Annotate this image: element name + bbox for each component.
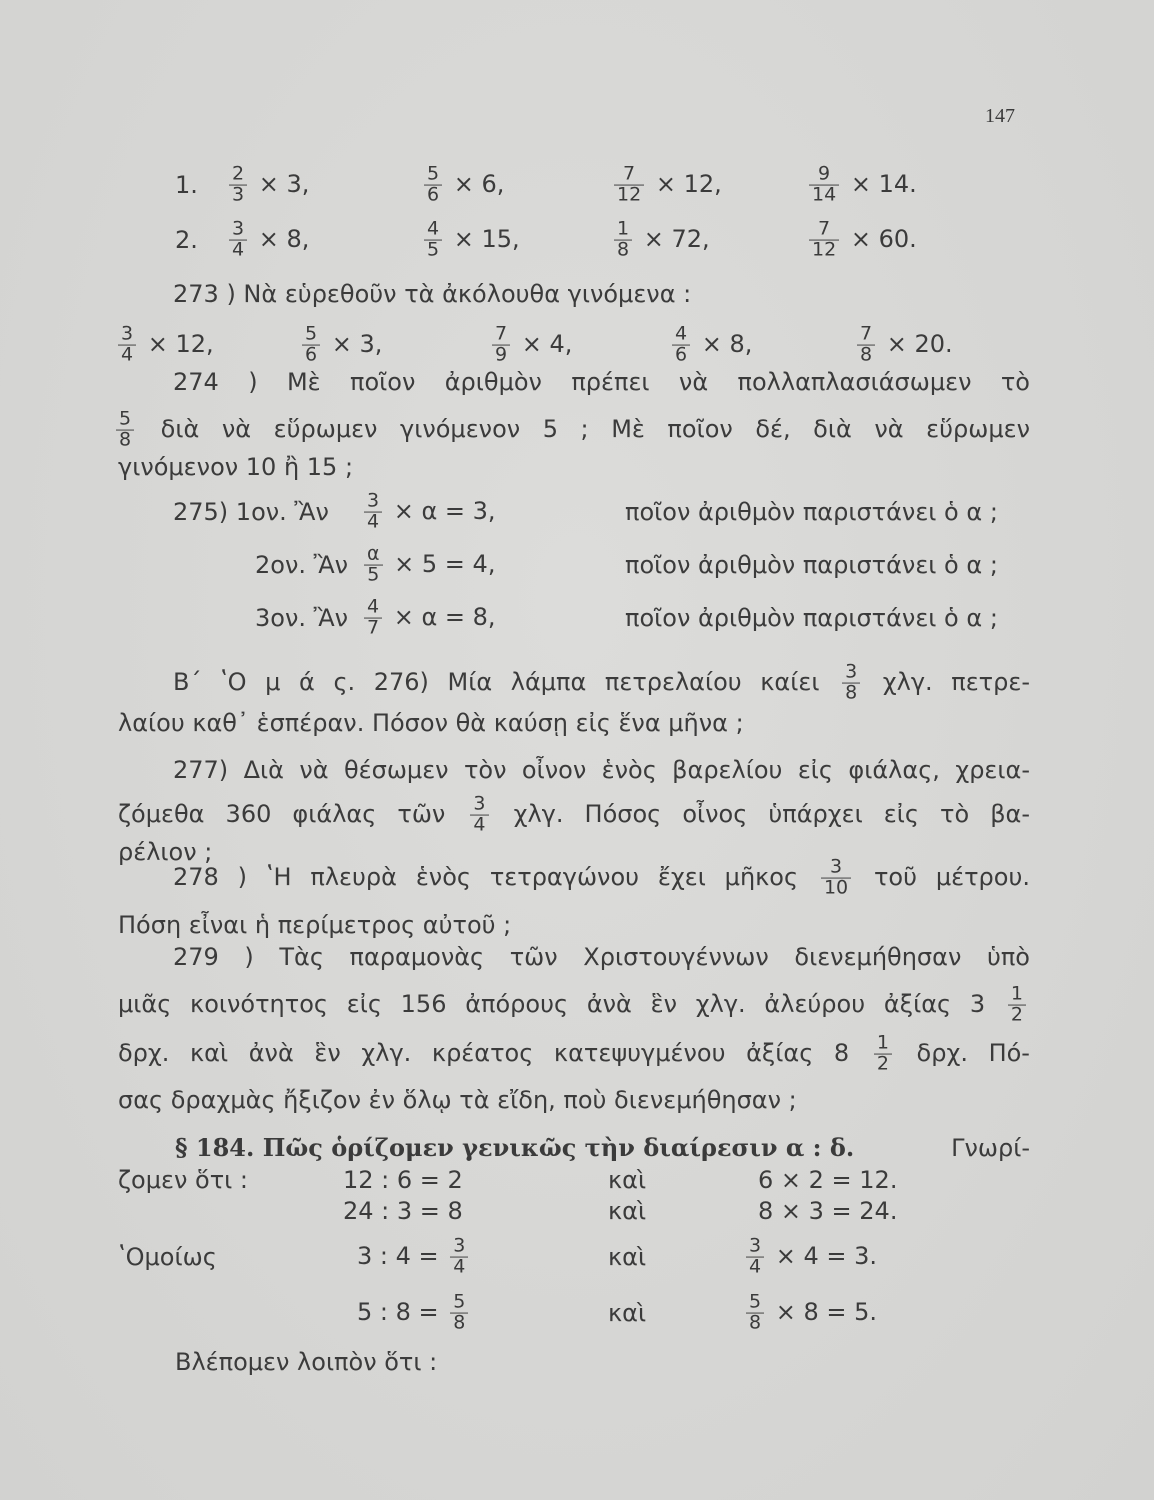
section-heading <box>175 1133 1030 1162</box>
text-segment: × 15, <box>453 225 520 253</box>
expression <box>668 322 753 366</box>
section-heading-continuation: Γνωρί- <box>951 1134 1030 1162</box>
text-segment: × 14. <box>850 170 917 198</box>
text-segment: × α = 8, <box>393 603 496 631</box>
conjunction <box>608 1168 646 1192</box>
text-segment: 2ον. Ἂν <box>255 551 349 579</box>
text-segment: 5 : 8 = <box>357 1298 439 1326</box>
denominator: 14 <box>812 183 837 206</box>
fraction <box>809 162 839 206</box>
expression <box>114 322 214 366</box>
fraction <box>229 217 247 261</box>
numerator: 1 <box>874 1034 892 1055</box>
denominator: 7 <box>367 616 380 639</box>
problem-279-line <box>118 1031 1030 1075</box>
problem-275-lead <box>255 606 348 630</box>
denominator: 4 <box>121 343 134 366</box>
equation <box>360 489 496 533</box>
text-segment: ποῖον ἀριθμὸν παριστάνει ὁ α ; <box>625 551 998 579</box>
text-segment: καὶ <box>608 1243 647 1271</box>
text-segment: × 12, <box>655 170 722 198</box>
problem-278-line <box>173 855 1030 899</box>
denominator: 4 <box>473 813 486 836</box>
numerator: 4 <box>672 325 690 346</box>
problem-275-lead <box>173 500 329 524</box>
text-segment: δρχ. καὶ ἀνὰ ἓν χλγ. κρέατος κατεψυγμένου ἀξίας 8 <box>118 1039 850 1067</box>
denominator: 8 <box>860 343 873 366</box>
division <box>357 1290 472 1334</box>
problem-279-line <box>118 982 1030 1026</box>
text-segment: τοῦ μέτρου. <box>873 863 1030 891</box>
equation <box>360 595 496 639</box>
denominator: 10 <box>823 876 849 899</box>
exercise-label: 2. <box>175 226 198 254</box>
denominator: 8 <box>749 1311 762 1334</box>
question <box>625 500 998 524</box>
text-segment: 3ον. Ἂν <box>255 604 349 632</box>
text-segment: καὶ <box>608 1166 647 1194</box>
division <box>343 1168 463 1192</box>
denominator: 4 <box>749 1255 762 1278</box>
text-segment: ποῖον ἀριθμὸν παριστάνει ὁ α ; <box>625 498 998 526</box>
fraction <box>821 855 851 899</box>
fraction <box>302 322 320 366</box>
expression <box>488 322 573 366</box>
text-segment: Βλέπομεν λοιπὸν ὅτι : <box>175 1348 438 1376</box>
expression <box>805 162 917 206</box>
denominator: 6 <box>427 183 440 206</box>
question <box>625 553 998 577</box>
exercise-label: 1. <box>175 171 198 199</box>
text-segment: × α = 3, <box>393 497 496 525</box>
row-lead <box>118 1245 217 1269</box>
text-segment: μιᾶς κοινότητος εἰς 156 ἀπόρους ἀνὰ ἓν χλγ. ἀλεύρου ἀξίας 3 <box>118 990 986 1018</box>
denominator: 12 <box>617 183 642 206</box>
text-segment: ζόμεθα 360 φιάλας τῶν <box>118 800 446 828</box>
text-segment: 279 ) Τὰς παραμονὰς τῶν Χριστουγέννων διενεμήθησαν ὑπὸ <box>173 943 1030 971</box>
closing-line <box>175 1350 437 1374</box>
numerator: 7 <box>614 165 644 186</box>
text-segment: 24 : 3 = 8 <box>343 1197 463 1225</box>
text-segment: δρχ. Πό- <box>916 1039 1030 1067</box>
numerator: 4 <box>364 598 382 619</box>
denominator: 5 <box>367 563 380 586</box>
numerator: 2 <box>229 165 247 186</box>
fraction <box>614 217 632 261</box>
expression <box>298 322 383 366</box>
denominator: 5 <box>427 238 440 261</box>
text-segment: 278 ) ʽΗ πλευρὰ ἑνὸς τετραγώνου ἔχει μῆκος <box>173 863 799 891</box>
denominator: 6 <box>305 343 318 366</box>
text-segment: 8 × 3 = 24. <box>758 1197 898 1225</box>
fraction <box>614 162 644 206</box>
text-segment: χλγ. Πόσος οἶνος ὑπάρχει εἰς τὸ βα- <box>513 800 1031 828</box>
problem-273 <box>173 282 691 306</box>
expression <box>225 162 310 206</box>
text-segment: 3 : 4 = <box>357 1242 439 1270</box>
text-segment: × 72, <box>643 225 710 253</box>
problem-275-lead <box>255 553 348 577</box>
numerator: 5 <box>424 165 442 186</box>
text-segment: 12 : 6 = 2 <box>343 1166 463 1194</box>
text-segment: χλγ. πετρε- <box>882 668 1030 696</box>
text-segment: 274 ) Μὲ ποῖον ἀριθμὸν πρέπει νὰ πολλαπλασιάσωμεν τὸ <box>173 368 1030 396</box>
problem-274-line <box>118 455 353 479</box>
fraction <box>364 489 382 533</box>
section-title: § 184. Πῶς ὁρίζομεν γενικῶς τὴν διαίρεσιν α : δ. <box>175 1133 855 1162</box>
text-segment: × 4 = 3. <box>775 1242 878 1270</box>
text-segment: γινόμενον 10 ἢ 15 ; <box>118 453 354 481</box>
denominator: 8 <box>617 238 630 261</box>
fraction <box>672 322 690 366</box>
numerator: 5 <box>746 1293 764 1314</box>
expression <box>225 217 310 261</box>
page-number: 147 <box>985 105 1015 127</box>
text-segment: 275) 1ον. Ἂν <box>173 498 329 526</box>
denominator: 4 <box>232 238 245 261</box>
text-segment: διὰ νὰ εὕρωμεν γινόμενον 5 ; Μὲ ποῖον δέ, διὰ νὰ εὕρωμεν <box>160 415 1030 443</box>
denominator: 4 <box>367 510 380 533</box>
numerator: 3 <box>821 858 851 879</box>
problem-277-line <box>173 758 1030 782</box>
numerator: 3 <box>842 663 860 684</box>
fraction <box>470 792 488 836</box>
numerator: 3 <box>364 492 382 513</box>
fraction <box>746 1290 764 1334</box>
problem-274-line <box>112 407 1030 451</box>
fraction <box>424 217 442 261</box>
fraction <box>424 162 442 206</box>
problem-274-line <box>173 370 1030 394</box>
denominator: 2 <box>876 1052 889 1075</box>
numerator: 7 <box>857 325 875 346</box>
problem-279-line <box>118 1088 797 1112</box>
numerator: 1 <box>1008 985 1026 1006</box>
numerator: 3 <box>229 220 247 241</box>
text-segment: × 8, <box>701 330 753 358</box>
denominator: 4 <box>453 1255 466 1278</box>
text-segment: × 8 = 5. <box>775 1298 878 1326</box>
denominator: 9 <box>495 343 508 366</box>
text-segment: × 20. <box>886 330 953 358</box>
expression <box>610 162 722 206</box>
text-segment: 6 × 2 = 12. <box>758 1166 898 1194</box>
text-segment: ʽΟμοίως <box>118 1243 217 1271</box>
fraction <box>364 595 382 639</box>
text-segment: ζομεν ὅτι : <box>118 1166 248 1194</box>
equation <box>360 542 496 586</box>
text-segment: × 8, <box>258 225 310 253</box>
text-segment: λαίου καθ᾽ ἑσπέραν. Πόσον θὰ καύσῃ εἰς ἕνα μῆνα ; <box>118 709 744 737</box>
text-segment: καὶ <box>608 1197 647 1225</box>
denominator: 2 <box>1010 1003 1023 1026</box>
fraction <box>450 1290 468 1334</box>
denominator: 6 <box>675 343 688 366</box>
numerator: 7 <box>809 220 839 241</box>
fraction <box>857 322 875 366</box>
multiplication <box>758 1168 897 1192</box>
text-segment: Β΄ ʽΟ μ ά ς. 276) Μία λάμπα πετρελαίου καίει <box>173 668 820 696</box>
text-segment: × 3, <box>331 330 383 358</box>
text-segment: × 12, <box>147 330 214 358</box>
numerator: 5 <box>302 325 320 346</box>
text-segment: σας δραχμὰς ἤξιζον ἐν ὅλῳ τὰ εἴδη, ποὺ διενεμήθησαν ; <box>118 1086 797 1114</box>
numerator: α <box>364 545 383 566</box>
numerator: 3 <box>450 1237 468 1258</box>
conjunction <box>608 1301 646 1325</box>
question <box>625 606 998 630</box>
fraction <box>874 1031 892 1075</box>
text-segment: × 5 = 4, <box>394 550 496 578</box>
numerator: 3 <box>746 1237 764 1258</box>
denominator: 8 <box>453 1311 466 1334</box>
fraction <box>1008 982 1026 1026</box>
expression <box>420 217 520 261</box>
multiplication <box>758 1199 897 1223</box>
text-segment: × 3, <box>258 170 310 198</box>
fraction <box>746 1234 764 1278</box>
numerator: 1 <box>614 220 632 241</box>
row-lead <box>118 1168 248 1192</box>
text-segment: × 6, <box>453 170 505 198</box>
text-segment: ρέλιον ; <box>118 838 213 866</box>
numerator: 7 <box>492 325 510 346</box>
text-segment: ποῖον ἀριθμὸν παριστάνει ὁ α ; <box>625 604 998 632</box>
denominator: 8 <box>845 681 858 704</box>
conjunction <box>608 1245 646 1269</box>
fraction <box>492 322 510 366</box>
problem-278-line <box>118 913 511 937</box>
text-segment: × 60. <box>850 225 917 253</box>
text-segment: 277) Διὰ νὰ θέσωμεν τὸν οἶνον ἑνὸς βαρελίου εἰς φιάλας, χρεια- <box>173 756 1030 784</box>
expression <box>805 217 917 261</box>
conjunction <box>608 1199 646 1223</box>
numerator: 5 <box>450 1293 468 1314</box>
numerator: 4 <box>424 220 442 241</box>
fraction <box>118 322 136 366</box>
fraction <box>842 660 860 704</box>
fraction <box>809 217 839 261</box>
expression <box>610 217 710 261</box>
text-segment: 273 ) Νὰ εὑρεθοῦν τὰ ἀκόλουθα γινόμενα : <box>173 280 692 308</box>
problem-276-line <box>173 660 1030 704</box>
fraction <box>450 1234 468 1278</box>
numerator: 9 <box>809 165 839 186</box>
multiplication <box>742 1290 878 1334</box>
division <box>357 1234 472 1278</box>
problem-277-line <box>118 792 1031 836</box>
multiplication <box>742 1234 878 1278</box>
expression <box>853 322 953 366</box>
fraction <box>229 162 247 206</box>
numerator: 3 <box>470 795 488 816</box>
denominator: 12 <box>812 238 837 261</box>
denominator: 3 <box>232 183 245 206</box>
text-segment: καὶ <box>608 1299 647 1327</box>
text-segment: × 4, <box>521 330 573 358</box>
fraction <box>116 407 134 451</box>
expression <box>420 162 505 206</box>
text-segment: Πόση εἶναι ἡ περίμετρος αὐτοῦ ; <box>118 911 512 939</box>
denominator: 8 <box>119 428 132 451</box>
division <box>343 1199 463 1223</box>
numerator: 5 <box>116 410 134 431</box>
numerator: 3 <box>118 325 136 346</box>
fraction <box>364 542 383 586</box>
problem-279-line <box>173 945 1030 969</box>
problem-276-line <box>118 711 744 735</box>
